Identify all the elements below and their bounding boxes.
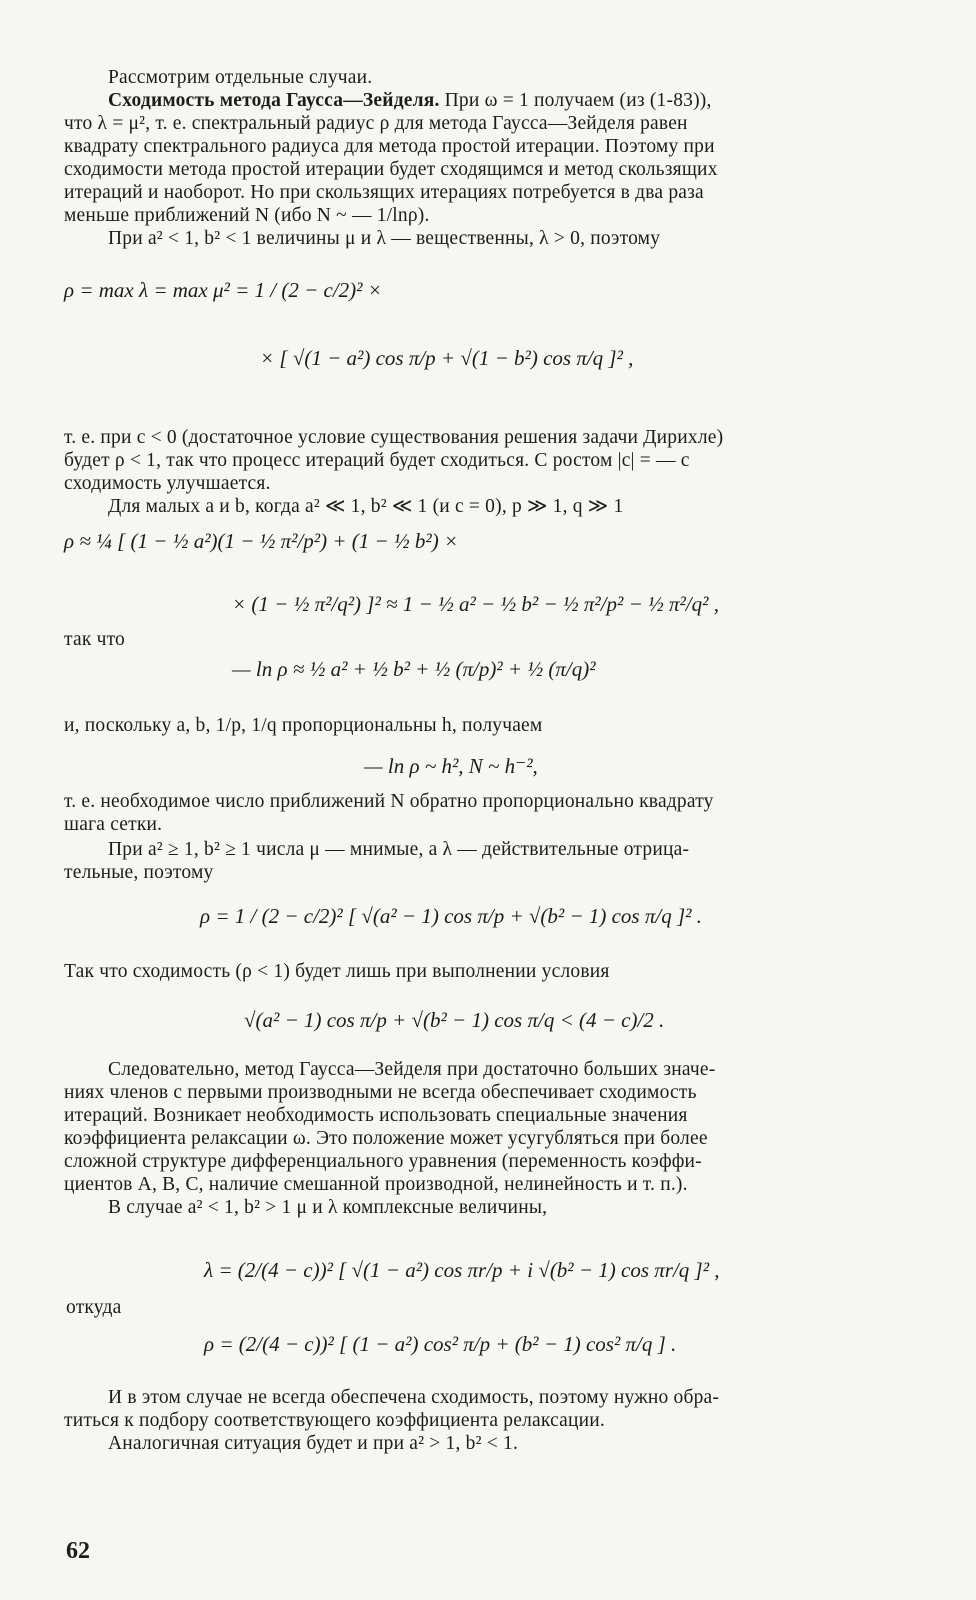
text-line [108, 89, 712, 113]
line-text: откуда [66, 1297, 122, 1318]
line-text: меньше приближений N (ибо N ~ — 1/lnρ). [64, 205, 430, 226]
text-line [66, 1296, 122, 1320]
line-text: т. е. необходимое число приближений N обратно пропорционально квадрату [64, 791, 714, 812]
line-text: При ω = 1 получаем (из (1-83)), [439, 90, 712, 111]
text-line [64, 1104, 688, 1128]
text-line [64, 714, 542, 738]
equation: × [ √(1 − a²) cos π/p + √(1 − b²) cos π/q ]² , [260, 346, 634, 370]
equation: ρ = max λ = max μ² = 1 / (2 − c/2)² × [64, 278, 382, 302]
line-text: ниях членов с первыми производными не всегда обеспечивает сходимость [64, 1082, 697, 1103]
line-text: что λ = μ², т. е. спектральный радиус ρ для метода Гаусса—Зейделя равен [64, 113, 688, 134]
text-line [64, 628, 125, 652]
text-line [64, 112, 688, 136]
line-text: коэффициента релаксации ω. Это положение может усугубляться при более [64, 1128, 708, 1149]
equation: ρ = 1 / (2 − c/2)² [ √(a² − 1) cos π/p + √(b² − 1) cos π/q ]² . [200, 904, 702, 928]
line-text: тельные, поэтому [64, 862, 214, 883]
text-line [64, 1127, 708, 1151]
line-text: и, поскольку a, b, 1/p, 1/q пропорциональны h, получаем [64, 715, 543, 736]
line-text: титься к подбору соответствующего коэффициента релаксации. [64, 1410, 606, 1431]
line-text: Так что сходимость (ρ < 1) будет лишь при выполнении условия [64, 961, 610, 982]
line-text: сложной структуре дифференциального уравнения (переменность коэффи- [64, 1151, 702, 1172]
line-text: При a² < 1, b² < 1 величины μ и λ — вещественны, λ > 0, поэтому [108, 228, 661, 249]
text-line [64, 813, 162, 837]
line-text: шага сетки. [64, 814, 163, 835]
text-line [64, 449, 690, 473]
equation: √(a² − 1) cos π/p + √(b² − 1) cos π/q < (4 − c)/2 . [244, 1008, 665, 1032]
equation: — ln ρ ≈ ½ a² + ½ b² + ½ (π/p)² + ½ (π/q)² [232, 657, 596, 681]
text-line [64, 790, 714, 814]
line-text: Следовательно, метод Гаусса—Зейделя при достаточно больших значе- [108, 1059, 716, 1080]
bold-heading: Сходимость метода Гаусса—Зейделя. [108, 90, 440, 111]
line-text: итераций и наоборот. Но при скользящих итерациях потребуется в два раза [64, 182, 704, 203]
line-text: квадрату спектрального радиуса для метода простой итерации. Поэтому при [64, 136, 715, 157]
line-text: т. е. при c < 0 (достаточное условие существования решения задачи Дирихле) [64, 427, 724, 448]
page-number: 62 [66, 1538, 90, 1564]
text-line [108, 495, 623, 519]
text-line [64, 1173, 688, 1197]
equation: ρ = (2/(4 − c))² [ (1 − a²) cos² π/p + (b² − 1) cos² π/q ] . [204, 1332, 677, 1356]
text-line [108, 838, 689, 862]
text-line [108, 1058, 715, 1082]
line-text: сходимости метода простой итерации будет сходящимся и метод скользящих [64, 159, 718, 180]
text-line [64, 861, 213, 885]
text-line [108, 227, 660, 251]
text-line [64, 135, 715, 159]
text-line [108, 1386, 719, 1410]
line-text: сходимость улучшается. [64, 473, 271, 494]
line-text: Рассмотрим отдельные случаи. [108, 67, 373, 88]
equation: λ = (2/(4 − c))² [ √(1 − a²) cos πr/p + i √(b² − 1) cos πr/q ]² , [204, 1258, 720, 1282]
equation: — ln ρ ~ h², N ~ h⁻², [364, 754, 538, 778]
line-text: так что [64, 629, 125, 650]
equation: ρ ≈ ¼ [ (1 − ½ a²)(1 − ½ π²/p²) + (1 − ½ b²) × [64, 529, 459, 553]
text-line [108, 1196, 547, 1220]
text-line [64, 426, 723, 450]
text-line [108, 66, 372, 90]
line-text: И в этом случае не всегда обеспечена сходимость, поэтому нужно обра- [108, 1387, 720, 1408]
equation: × (1 − ½ π²/q²) ]² ≈ 1 − ½ a² − ½ b² − ½ π²/p² − ½ π²/q² , [232, 592, 719, 616]
text-line [64, 1150, 702, 1174]
line-text: итераций. Возникает необходимость использовать специальные значения [64, 1105, 688, 1126]
line-text: Аналогичная ситуация будет и при a² > 1, b² < 1. [108, 1433, 519, 1454]
text-line [64, 472, 271, 496]
text-line [64, 158, 718, 182]
text-line [108, 1432, 518, 1456]
text-line [64, 960, 610, 984]
text-line [64, 181, 704, 205]
text-line [64, 204, 430, 228]
line-text: При a² ≥ 1, b² ≥ 1 числа μ — мнимые, а λ — действительные отрица- [108, 839, 690, 860]
text-line [64, 1409, 605, 1433]
line-text: Для малых a и b, когда a² ≪ 1, b² ≪ 1 (и c = 0), p ≫ 1, q ≫ 1 [108, 496, 624, 517]
line-text: циентов A, B, C, наличие смешанной производной, нелинейность и т. п.). [64, 1174, 688, 1195]
line-text: будет ρ < 1, так что процесс итераций будет сходиться. С ростом |c| = — c [64, 450, 690, 471]
line-text: В случае a² < 1, b² > 1 μ и λ комплексные величины, [108, 1197, 548, 1218]
text-line [64, 1081, 697, 1105]
